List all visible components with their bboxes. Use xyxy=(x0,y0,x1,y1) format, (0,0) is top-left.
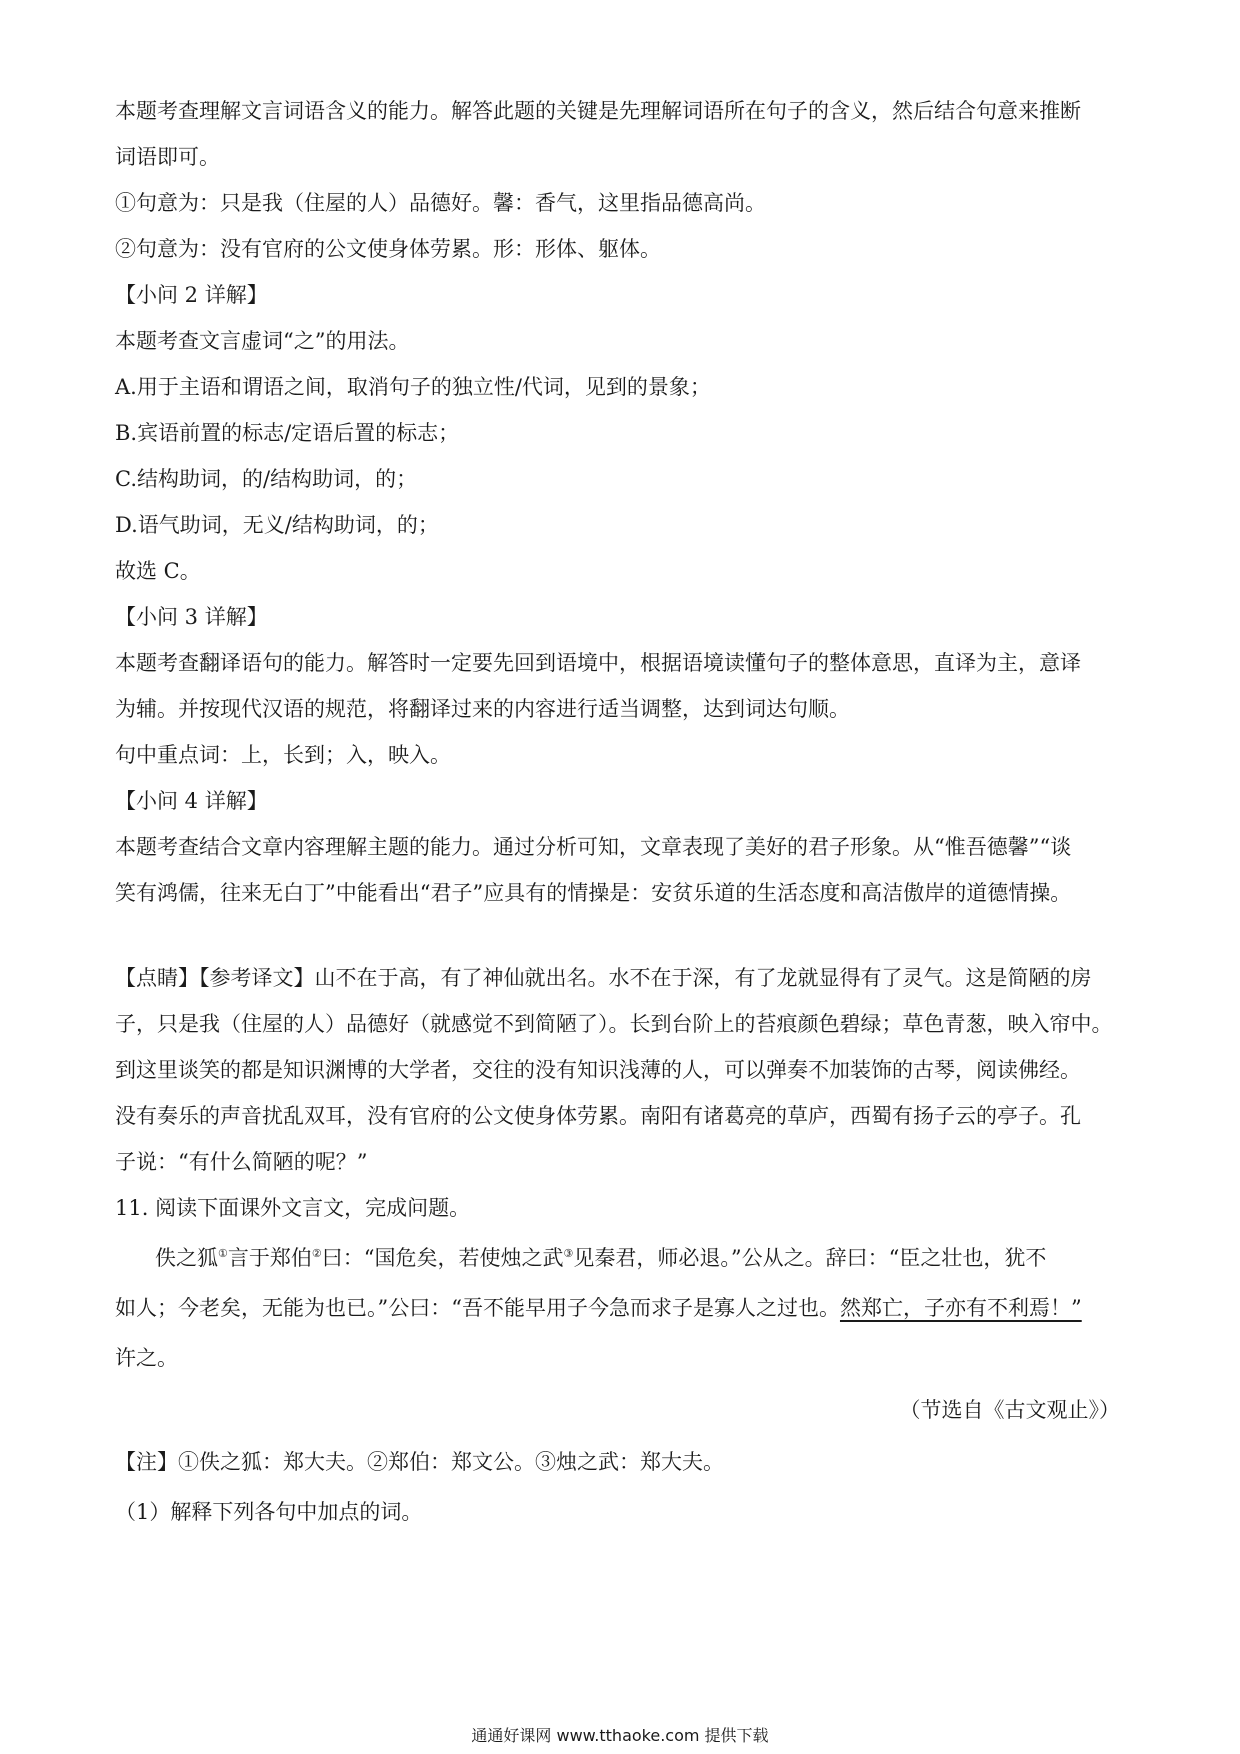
option-b: B.宾语前置的标志/定语后置的标志； xyxy=(115,421,460,445)
passage-line-3: 许之。 xyxy=(115,1346,178,1370)
footnote-marker: ③ xyxy=(563,1247,574,1260)
text-line-14: 为辅。并按现代汉语的规范，将翻译过来的内容进行适当调整，达到词达句顺。 xyxy=(115,697,850,721)
translation-line-3: 到这里谈笑的都是知识渊博的大学者，交往的没有知识浅薄的人，可以弹奏不加装饰的古琴，阅读佛经。 xyxy=(115,1058,1081,1082)
passage-text: 言于郑伯 xyxy=(227,1246,312,1270)
footnote-marker: ② xyxy=(311,1247,322,1260)
passage-text: 见秦君，师必退。”公从之。辞曰：“臣之壮也，犹不 xyxy=(573,1246,1047,1270)
page-footer: 通通好课网 www.tthaoke.com 提供下载 xyxy=(471,1726,769,1745)
translation-line-2: 子，只是我（住屋的人）品德好（就感觉不到简陋了）。长到台阶上的苔痕颜色碧绿；草色青葱，映入帘中。 xyxy=(115,1012,1113,1036)
section-heading-q2: 【小问 2 详解】 xyxy=(115,283,268,307)
text-line-2: 词语即可。 xyxy=(115,145,220,169)
text-line-17: 本题考查结合文章内容理解主题的能力。通过分析可知，文章表现了美好的君子形象。从“惟吾德馨”“谈 xyxy=(115,835,1072,859)
translation-line-1: 【点睛】【参考译文】山不在于高，有了神仙就出名。水不在于深，有了龙就显得有了灵气。这是简陋的房 xyxy=(115,966,1092,990)
text-line-15: 句中重点词：上，长到；入，映入。 xyxy=(115,743,451,767)
footnote-marker: ① xyxy=(218,1247,228,1260)
option-d: D.语气助词，无义/结构助词，的； xyxy=(115,513,439,537)
passage-text: 佚之狐 xyxy=(155,1246,218,1270)
passage-line-1 xyxy=(155,1245,1046,1271)
text-line-4: ②句意为：没有官府的公文使身体劳累。形：形体、躯体。 xyxy=(115,237,661,261)
option-a: A.用于主语和谓语之间，取消句子的独立性/代词，见到的景象； xyxy=(115,375,711,399)
text-line-1: 本题考查理解文言词语含义的能力。解答此题的关键是先理解词语所在句子的含义，然后结合句意来推断 xyxy=(115,99,1081,123)
text-line-18: 笑有鸿儒，往来无白丁”中能看出“君子”应具有的情操是：安贫乐道的生活态度和高洁傲岸的道德情操。 xyxy=(115,881,1072,905)
text-line-3: ①句意为：只是我（住屋的人）品德好。馨：香气，这里指品德高尚。 xyxy=(115,191,766,215)
section-heading-q3: 【小问 3 详解】 xyxy=(115,605,268,629)
passage-line-2 xyxy=(115,1295,1082,1321)
section-heading-q4: 【小问 4 详解】 xyxy=(115,789,268,813)
answer-line: 故选 C。 xyxy=(115,559,201,583)
translation-line-4: 没有奏乐的声音扰乱双耳，没有官府的公文使身体劳累。南阳有诸葛亮的草庐，西蜀有扬子云的亭子。孔 xyxy=(115,1104,1081,1128)
translation-line-5: 子说：“有什么简陋的呢？” xyxy=(115,1150,368,1174)
passage-text: 曰：“国危矣，若使烛之武 xyxy=(321,1246,564,1270)
option-c: C.结构助词，的/结构助词，的； xyxy=(115,467,418,491)
passage-source: （节选自《古文观止》） xyxy=(899,1398,1120,1422)
question-11-heading: 11. 阅读下面课外文言文，完成问题。 xyxy=(115,1196,471,1220)
text-line-13: 本题考查翻译语句的能力。解答时一定要先回到语境中，根据语境读懂句子的整体意思，直译为主，意译 xyxy=(115,651,1081,675)
underlined-sentence: 然郑亡，子亦有不利焉！” xyxy=(839,1296,1082,1320)
footnote: 【注】①佚之狐：郑大夫。②郑伯：郑文公。③烛之武：郑大夫。 xyxy=(115,1450,724,1474)
text-line-6: 本题考查文言虚词“之”的用法。 xyxy=(115,329,410,353)
passage-text: 如人；今老矣，无能为也已。”公曰：“吾不能早用子今急而求子是寡人之过也。 xyxy=(115,1296,840,1320)
sub-question-1: （1）解释下列各句中加点的词。 xyxy=(115,1500,423,1524)
